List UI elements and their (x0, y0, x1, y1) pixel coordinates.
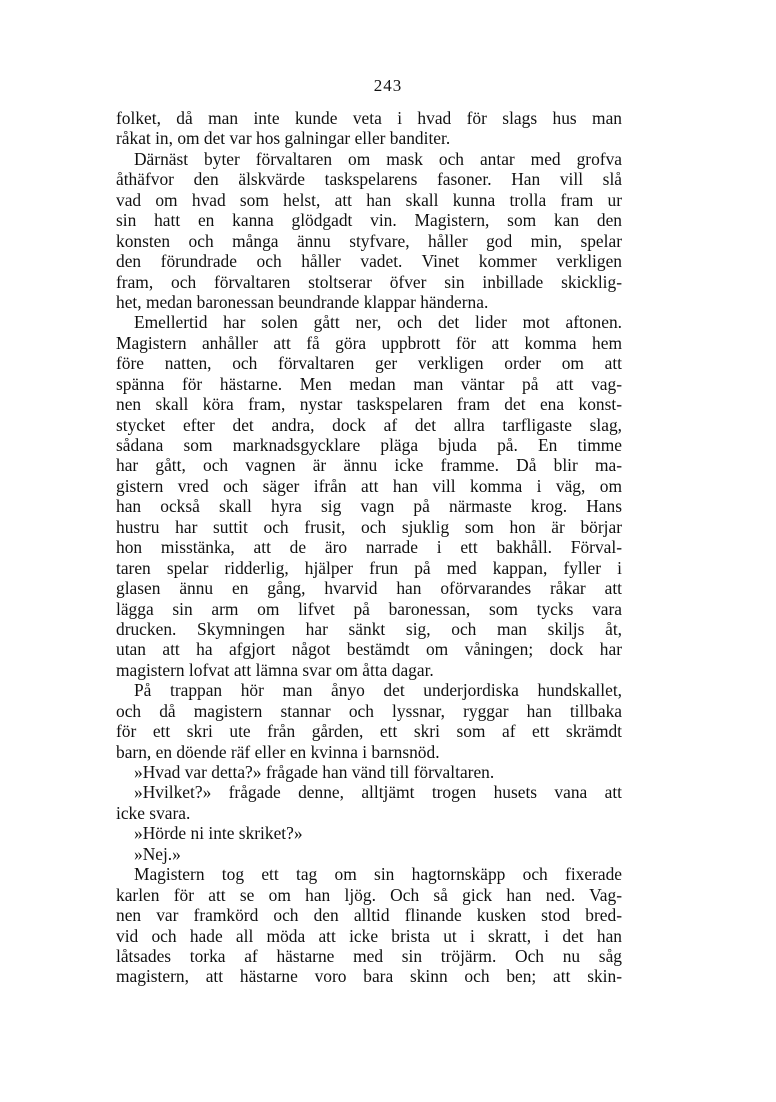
text-line: »Hörde ni inte skriket?» (134, 823, 303, 844)
text-line: sin hatt en kanna glödgadt vin. Magistern, som kan den (116, 210, 622, 231)
text-line: barn, en döende räf eller en kvinna i barnsnöd. (116, 741, 440, 762)
text-line: åthäfvor den älskvärde taskspelarens fasoner. Han vill slå (116, 169, 622, 190)
text-line: spänna för hästarne. Men medan man väntar på att vag- (116, 373, 622, 394)
text-line: låtsades torka af hästarne med sin tröjärm. Och nu såg (116, 945, 622, 966)
text-line: folket, då man inte kunde veta i hvad för slags hus man (116, 108, 622, 128)
text-line: Magistern tog ett tag om sin hagtornskäpp och fixerade (134, 864, 622, 885)
text-line: sådana som marknadsgycklare pläga bjuda på. En timme (116, 435, 622, 455)
body-text (116, 108, 622, 987)
text-line: vid och hade all möda att icke brista ut i skratt, i det han (116, 925, 622, 946)
text-line: »Hvilket?» frågade denne, alltjämt trogen husets vana att (134, 782, 622, 803)
text-line: het, medan baronessan beundrande klappar händerna. (116, 291, 489, 312)
text-line: och då magistern stannar och lyssnar, ryggar han tillbaka (116, 700, 622, 721)
text-line: glasen ännu en gång, hvarvid han oförvarandes råkar att (116, 578, 622, 599)
text-line: magistern lofvat att lämna svar om åtta dagar. (116, 659, 434, 680)
text-line: råkat in, om det var hos galningar eller banditer. (116, 128, 451, 149)
text-line: har gått, och vagnen är ännu icke framme. Då blir ma- (116, 455, 622, 476)
text-line: nen skall köra fram, nystar taskspelaren fram det ena konst- (116, 394, 622, 415)
text-line: hustru har suttit och frusit, och sjuklig som hon är börjar (116, 516, 622, 537)
text-line: vad om hvad som helst, att han skall kunna trolla fram ur (116, 189, 622, 210)
text-line: Magistern anhåller att få göra uppbrott för att komma hem (116, 332, 622, 353)
text-line: taren spelar ridderlig, hjälper frun på med kappan, fyller i (116, 557, 622, 578)
page-number: 243 (373, 76, 403, 95)
text-line: utan att ha afgjort något bestämdt om våningen; dock har (116, 639, 622, 660)
text-line: icke svara. (116, 802, 191, 823)
text-line: den förundrade och håller vadet. Vinet kommer verkligen (116, 251, 622, 272)
text-line: stycket efter det andra, dock af det allra tarfligaste slag, (116, 414, 622, 435)
text-line: han också skall hyra sig vagn på närmaste krog. Hans (116, 496, 622, 517)
text-line: lägga sin arm om lifvet på baronessan, som tycks vara (116, 598, 622, 619)
text-line: Emellertid har solen gått ner, och det lider mot aftonen. (134, 312, 622, 333)
text-line: magistern, att hästarne voro bara skinn och ben; att skin- (116, 966, 622, 987)
text-line: drucken. Skymningen har sänkt sig, och man skiljs åt, (116, 618, 622, 639)
text-line: Därnäst byter förvaltaren om mask och antar med grofva (134, 148, 622, 169)
text-line: före natten, och förvaltaren ger verkligen order om att (116, 353, 622, 374)
text-line: för ett skri ute från gården, ett skri som af ett skrämdt (116, 721, 622, 742)
text-line: På trappan hör man ånyo det underjordiska hundskallet, (134, 680, 622, 701)
text-line: nen var framkörd och den alltid flinande kusken stod bred- (116, 905, 622, 926)
text-line: »Nej.» (134, 843, 181, 864)
text-line: »Hvad var detta?» frågade han vänd till förvaltaren. (134, 762, 495, 782)
text-line: hon misstänka, att de äro narrade i ett bakhåll. Förval- (116, 537, 622, 558)
text-line: konsten och många ännu styfvare, håller god min, spelar (116, 230, 622, 251)
text-line: karlen för att se om han ljög. Och så gick han ned. Vag- (116, 884, 622, 905)
text-line: fram, och förvaltaren stoltserar öfver sin inbillade skicklig- (116, 271, 622, 292)
text-line: gistern vred och säger ifrån att han vill komma i väg, om (116, 475, 622, 496)
